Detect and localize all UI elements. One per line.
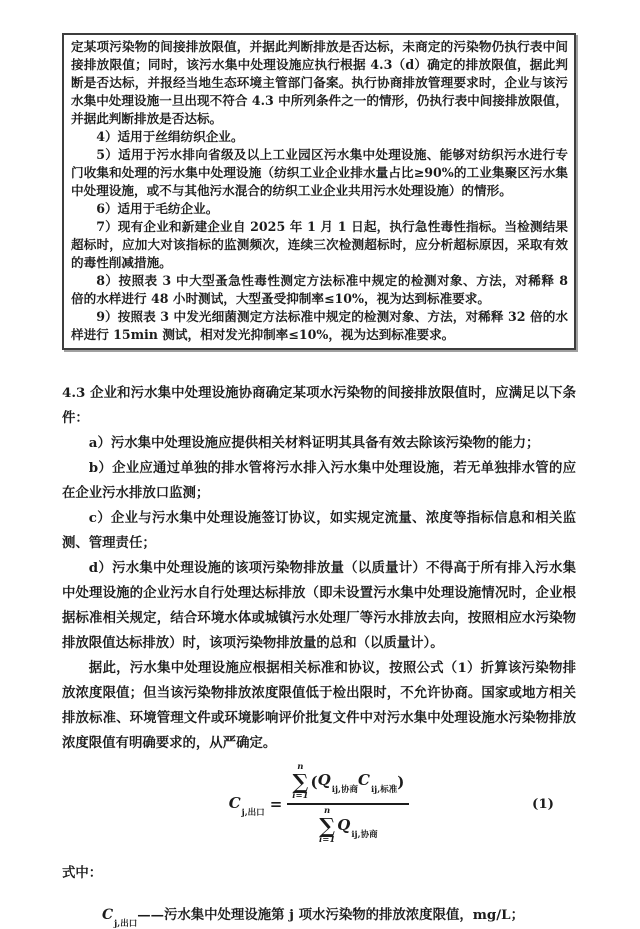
lhs-variable: $C_{j,出口}$: [228, 793, 265, 818]
equals-sign: =: [269, 795, 283, 813]
table-note-box: [62, 33, 576, 350]
q-variable: $Q_{ij,协商}$: [317, 771, 358, 796]
denominator: [314, 807, 383, 846]
summation-symbol: n ∑ i=1: [318, 805, 336, 846]
symbol-definition: [102, 904, 576, 929]
note-paragraph: 9）按照表 3 中发光细菌测定方法标准中规定的检测对象、方法，对稀释 32 倍的水样进行 15min 测试，相对发光抑制率≤10%，视为达到标准要求。: [71, 309, 568, 342]
closing-paragraph: 据此，污水集中处理设施应根据相关标准和协议，按照公式（1）折算该污染物排放浓度限值；但当该污染物排放浓度限值低于检出限时，不允许协商。国家或地方相关排放标准、环境管理文件或环境影响评价批复文件中对污水集中处理设施水污染物排放浓度限值有明确要求的，从严确定。: [62, 660, 576, 751]
open-paren: (: [310, 772, 318, 791]
section-4-3: [62, 381, 576, 756]
equation-1: [62, 760, 576, 848]
c-variable: $C_{ij,标准}$: [357, 771, 398, 796]
equation-number: (1): [532, 796, 554, 812]
definition-dash: ——: [137, 907, 164, 923]
section-heading: 4.3 企业和污水集中处理设施协商确定某项水污染物的间接排放限值时，应满足以下条件：: [62, 385, 576, 426]
summation-symbol: n ∑ i=1: [292, 761, 309, 801]
list-item-d: d）污水集中处理设施的该项污染物排放量（以质量计）不得高于所有排入污水集中处理设施的企业污水自行处理达标排放（即未设置污水集中处理设施情况时，企业根据标准相关规定，结合环境水体或城镇污水处理厂等污水排放去向，按照相应水污染物排放限值达标排放）时，该项污染物排放量的总和（以质量计）。: [62, 560, 576, 651]
definition-symbol: $C_{j,出口}$: [102, 907, 138, 929]
note-paragraph: 8）按照表 3 中大型蚤急性毒性测定方法标准中规定的检测对象、方法，对稀释 8 倍的水样进行 48 小时测试，大型蚤受抑制率≤10%，视为达到标准要求。: [71, 273, 568, 306]
list-item-a: a）污水集中处理设施应提供相关材料证明其具备有效去除该污染物的能力；: [88, 435, 540, 451]
fraction-bar: [287, 803, 409, 805]
definition-description: 污水集中处理设施第 j 项水污染物的排放浓度限值，mg/L；: [163, 907, 524, 923]
list-item-c: c）企业与污水集中处理设施签订协议，如实规定流量、浓度等指标信息和相关监测、管理责任；: [62, 510, 576, 551]
note-paragraph: 定某项污染物的间接排放限值，并据此判断排放是否达标，未商定的污染物仍执行表中间接排放限值；同时，该污水集中处理设施应执行根据 4.3（d）确定的排放限值，据此判断是否达标，并报经当地生态环境主管部门备案。执行协商排放管理要求时，企业与该污水集中处理设施一旦出现不符合 4.3 中所列条件之一的情形，仍执行表中间接排放限值，并据此判断排放是否达标。: [71, 39, 568, 126]
where-label: 式中：: [62, 865, 103, 881]
fraction: [287, 763, 409, 846]
list-item-b: b）企业应通过单独的排水管将污水排入污水集中处理设施，若无单独排水管的应在企业污水排放口监测；: [62, 460, 576, 501]
note-paragraph: 7）现有企业和新建企业自 2025 年 1 月 1 日起，执行急性毒性指标。当检测结果超标时，应加大对该指标的监测频次，连续三次检测超标时，应分析超标原因，采取有效的毒性削减措施。: [71, 219, 568, 270]
numerator: [287, 763, 409, 802]
note-paragraph: 5）适用于污水排向省级及以上工业园区污水集中处理设施、能够对纺织污水进行专门收集和处理的污水集中处理设施（纺织工业企业排水量占比≥90%的工业集聚区污水集中处理设施，或不与其他污水混合的纺织工业企业共用污水处理设施）的情形。: [71, 147, 568, 198]
equation-body: [229, 763, 410, 846]
q-variable: $Q_{ij,协商}$: [337, 815, 378, 840]
note-paragraph: 6）适用于毛纺企业。: [96, 201, 219, 216]
note-paragraph: 4）适用于丝绢纺织企业。: [96, 129, 244, 144]
close-paren: ): [397, 772, 405, 791]
